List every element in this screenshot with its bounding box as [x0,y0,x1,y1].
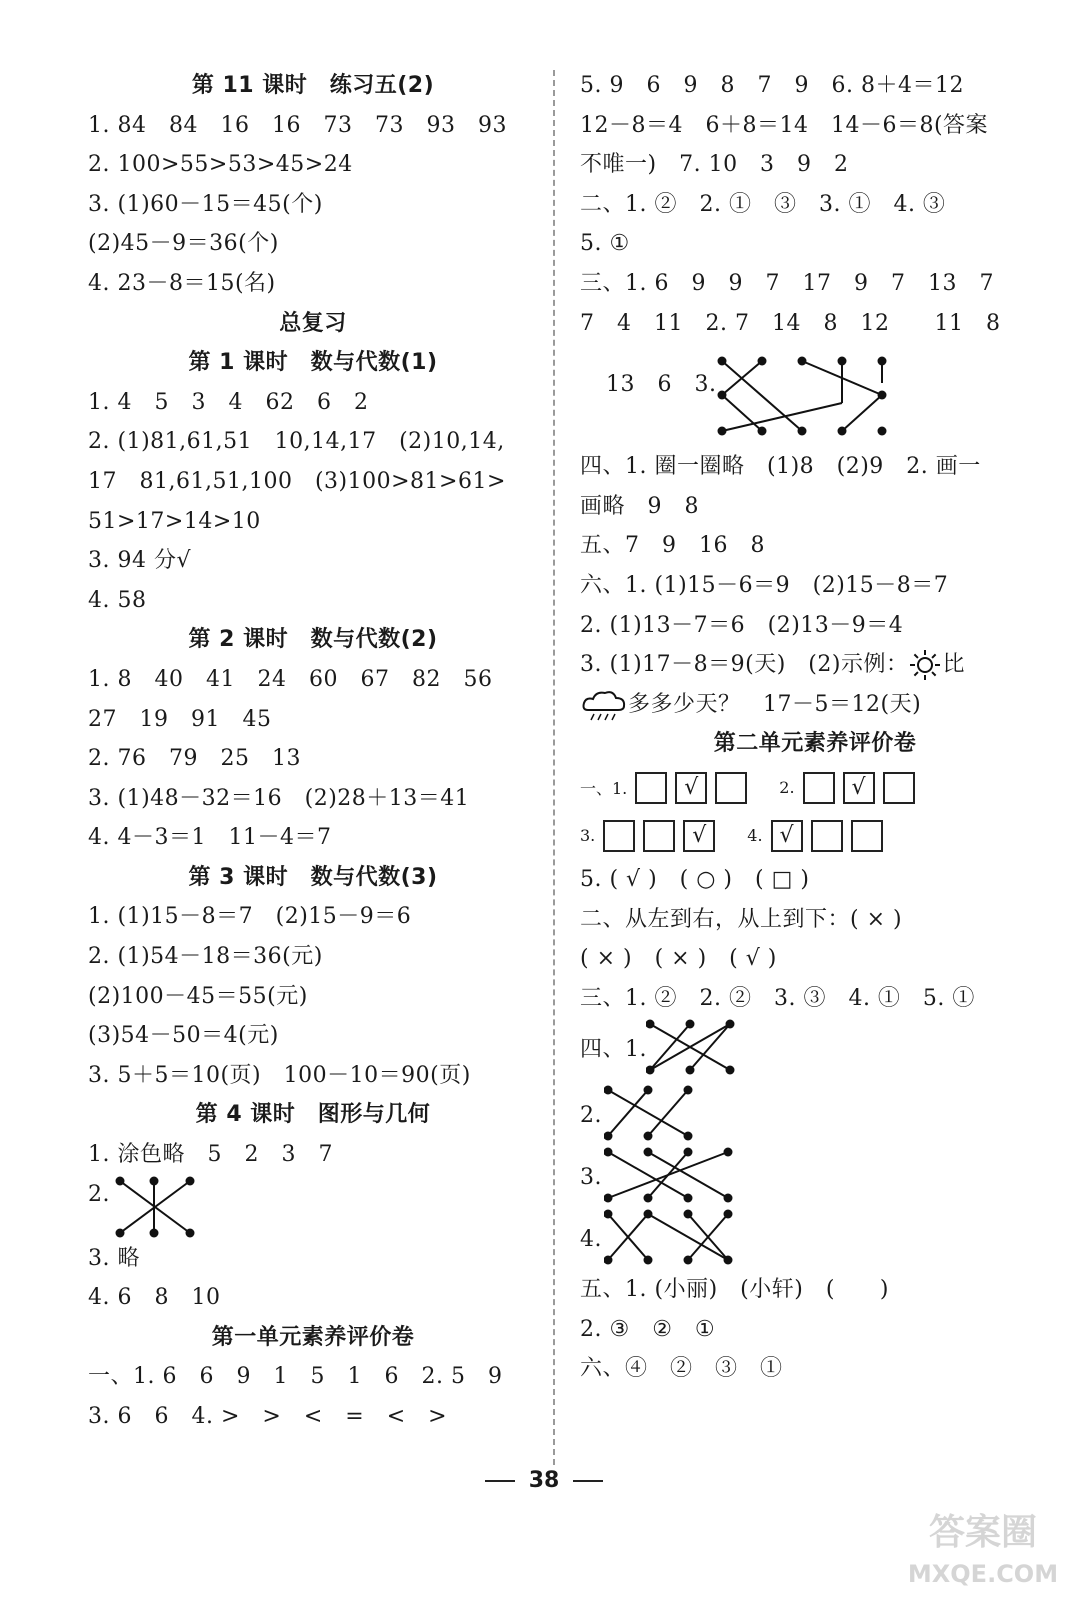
match-dot [644,1256,653,1265]
match-line [722,403,842,431]
answer-line: 3. 5＋5＝10(页) 100－10＝90(页) [88,1062,471,1088]
box-label: 一、1. [580,779,628,799]
answer-line: 五、7 9 16 8 [580,533,765,559]
answer-line: 1. 84 84 16 16 73 73 93 93 [88,112,507,138]
match-dot [724,1210,733,1219]
answer-line: 不唯一) 7. 10 3 9 2 [580,152,849,178]
match-dot [644,1194,653,1203]
match-dot [724,1194,733,1203]
answer-line: 51>17>14>10 [88,508,261,534]
match-dot [644,1148,653,1157]
box-label: 4. [747,826,763,846]
section-heading: 第 2 课时 数与代数(2) [188,627,438,653]
answer-box [883,772,915,804]
answer-line: 3. (1)60－15＝45(个) [88,191,323,217]
match-dot [684,1086,693,1095]
answer-line: 27 19 91 45 [88,706,272,732]
match-dot [758,357,767,366]
match-dot [186,1228,195,1237]
figure-label: 13 6 3. [606,372,717,398]
answer-line: 4. 6 8 10 [88,1285,221,1311]
match-dot [644,1132,653,1141]
rain-cloud-icon [580,688,628,722]
answer-box: √ [675,772,707,804]
figure-x-match [88,1175,538,1239]
answer-line: 5. ( √ ) ( ○ ) ( □ ) [580,866,810,892]
section-heading: 第 3 课时 数与代数(3) [188,864,438,890]
answer-line: 二、从左到右，从上到下：( × ) [580,906,903,932]
answer-line: 二、1. ② 2. ① ③ 3. ① 4. ③ [580,191,946,217]
match-line [648,1214,728,1260]
answer-box [635,772,667,804]
checkbox-answer-row [580,812,1050,860]
match-dot [604,1148,613,1157]
match-dot [684,1194,693,1203]
answer-text: 多多少天？ 17－5＝12(天) [628,691,922,717]
answer-line: 六、1. (1)15－6＝9 (2)15－8＝7 [580,572,949,598]
answer-line: 2. (1)13－7＝6 (2)13－9＝4 [580,612,904,638]
checkbox-answer-row [580,764,1050,812]
page-footer [0,1468,1088,1493]
match-dot [604,1194,613,1203]
left-column [88,66,538,1437]
answer-line-sun [580,645,1050,685]
answer-line: 3. 94 分√ [88,548,191,574]
match-dot [644,1086,653,1095]
answer-box [803,772,835,804]
answer-line: 5. 9 6 9 8 7 9 6. 8＋4＝12 [580,73,964,98]
answer-line: 五、1. (小丽) (小轩) ( ) [580,1277,889,1303]
answer-box: √ [771,820,803,852]
match-dot [726,1020,735,1029]
match-dot [116,1228,125,1237]
figure-cross-match [580,1146,1050,1208]
match-line [648,1090,688,1136]
match-dot [684,1210,693,1219]
answer-line: 4. 58 [88,587,147,613]
match-dot [646,1020,655,1029]
match-dot [798,357,807,366]
match-dot [724,1256,733,1265]
match-line [650,1024,690,1070]
match-line [842,395,882,431]
answer-box [811,820,843,852]
match-line [648,1152,688,1198]
answer-line: 一、1. 6 6 9 1 5 1 6 2. 5 9 [88,1364,503,1390]
figure-cross-match [580,1208,1050,1270]
figure-label: 2. [88,1181,110,1207]
answer-line: 2. (1)81,61,51 10,14,17 (2)10,14, [88,429,505,455]
match-line [608,1152,688,1198]
match-line [608,1090,648,1136]
right-column [580,66,1050,1389]
answer-line: 4. 4－3＝1 11－4＝7 [88,825,332,851]
match-line [608,1090,688,1136]
answer-line: 2. (1)54－18＝36(元) [88,944,323,970]
section-heading: 总复习 [279,310,347,336]
answer-line: (2)100－45＝55(元) [88,983,308,1009]
match-line [690,1024,730,1070]
answer-line: (3)54－50＝4(元) [88,1023,279,1049]
answer-box [603,820,635,852]
answer-line: 画略 9 8 [580,493,699,519]
figure-cross-match [580,1084,1050,1146]
answer-box [851,820,883,852]
figure-label: 2. [580,1103,602,1129]
answer-text: 3. (1)17－8＝9(天) (2)示例： [580,652,909,678]
match-dot [150,1228,159,1237]
match-dot [686,1020,695,1029]
answer-line: 1. 8 40 41 24 60 67 82 56 [88,666,493,692]
match-dot [150,1176,159,1185]
match-dot [684,1148,693,1157]
page-number: 38 [528,1468,560,1493]
match-dot [718,391,727,400]
answer-line: 四、1. 圈一圈略 (1)8 (2)9 2. 画一 [580,454,981,480]
match-dot [718,357,727,366]
answer-line: 1. (1)15－8＝7 (2)15－9＝6 [88,904,412,930]
sun-icon [908,648,942,682]
section-heading: 第 4 课时 图形与几何 [195,1102,431,1128]
figure-label: 四、1. [580,1037,647,1063]
box-label: 2. [779,778,795,798]
answer-line: 3. (1)48－32＝16 (2)28＋13＝41 [88,785,470,811]
answer-text: 比 [942,652,965,678]
match-dot [116,1176,125,1185]
answer-line: 三、1. 6 9 9 7 17 9 7 13 7 [580,270,994,296]
answer-line: 2. ③ ② ① [580,1316,716,1342]
answer-box [715,772,747,804]
match-dot [838,427,847,436]
figure-match-3 [580,343,1050,447]
watermark-line2: MXQE.COM [907,1560,1059,1588]
match-dot [718,427,727,436]
section-heading: 第二单元素养评价卷 [713,731,917,757]
column-divider [553,70,555,1465]
match-dot [726,1066,735,1075]
match-dot [758,427,767,436]
section-heading: 第一单元素养评价卷 [211,1324,415,1350]
answer-line: 2. 76 79 25 13 [88,746,301,772]
answer-line: (2)45－9＝36(个) [88,231,279,257]
match-line [722,361,802,431]
match-dot [644,1210,653,1219]
match-dot [878,427,887,436]
match-dot [684,1132,693,1141]
answer-line-cloud [580,685,1050,725]
match-dot [724,1148,733,1157]
answer-box [643,820,675,852]
answer-line: 4. 23－8＝15(名) [88,270,276,296]
figure-label: 3. [580,1165,602,1191]
match-dot [878,391,887,400]
answer-line: 六、④ ② ③ ① [580,1356,783,1382]
match-dot [604,1086,613,1095]
section-heading: 第 1 课时 数与代数(1) [188,350,438,376]
answer-line: 1. 4 5 3 4 62 6 2 [88,389,369,415]
answer-line: ( × ) ( × ) ( √ ) [580,946,777,972]
answer-line: 1. 涂色略 5 2 3 7 [88,1142,333,1168]
answer-box: √ [683,820,715,852]
answer-line: 17 81,61,51,100 (3)100>81>61> [88,468,506,494]
answer-line: 3. 略 [88,1245,140,1271]
figure-label: 4. [580,1227,602,1253]
match-dot [838,357,847,366]
section-heading: 第 11 课时 练习五(2) [191,73,435,98]
match-dot [878,357,887,366]
box-label: 3. [580,826,596,846]
answer-line: 三、1. ② 2. ② 3. ③ 4. ① 5. ① [580,985,975,1011]
answer-line: 3. 6 6 4. > > < = < > [88,1404,448,1429]
match-line [648,1152,728,1198]
answer-line: 2. 100>55>53>45>24 [88,152,353,178]
answer-line: 5. ① [580,231,630,257]
answer-line: 7 4 11 2. 7 14 8 12 11 8 [580,310,1001,336]
answer-line: 12－8＝4 6＋8＝14 14－6＝8(答案 [580,112,989,138]
figure-cross-match [580,1018,1050,1084]
watermark [888,1504,1078,1594]
match-dot [798,427,807,436]
watermark-line1: 答案圈 [928,1512,1038,1553]
match-dot [684,1256,693,1265]
answer-box: √ [843,772,875,804]
match-dot [186,1176,195,1185]
match-dot [686,1066,695,1075]
